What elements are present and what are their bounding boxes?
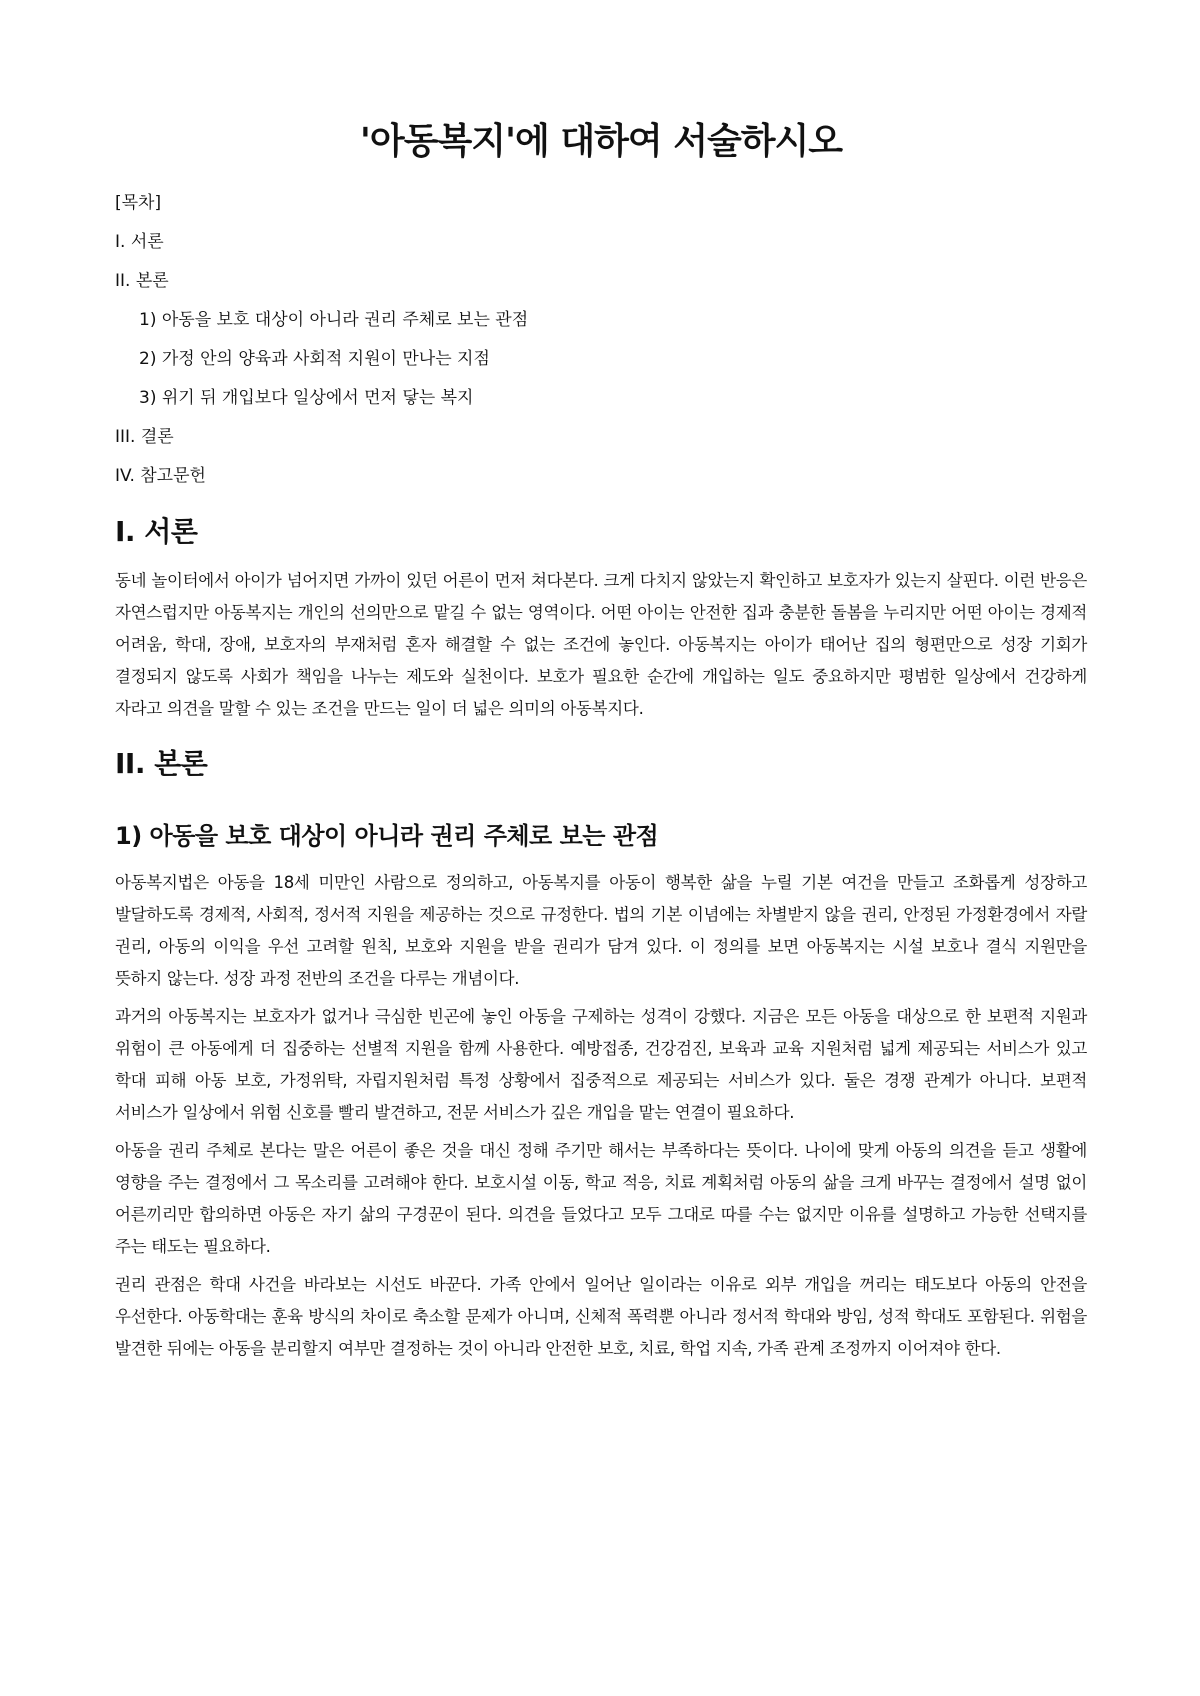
toc-item-body: II. 본론 <box>115 271 169 291</box>
toc-item-intro: I. 서론 <box>115 232 164 252</box>
body-paragraph: 권리 관점은 학대 사건을 바라보는 시선도 바꾼다. 가족 안에서 일어난 일이라는 이유로 외부 개입을 꺼리는 태도보다 아동의 안전을 우선한다. 아동학대는 훈육 방식의 차이로 축소할 문제가 아니며, 신체적 폭력뿐 아니라 정서적 학대와 방임, 성적 학대도 포함된다. 위험을 발견한 뒤에는 아동을 분리할지 여부만 결정하는 것이 아니라 안전한 보호, 치료, 학업 지속, 가족 관계 조정까지 이어져야 한다. <box>115 1275 1087 1358</box>
section-heading-intro: I. 서론 <box>115 515 198 548</box>
toc-item-conclusion: III. 결론 <box>115 427 174 447</box>
body-paragraph: 과거의 아동복지는 보호자가 없거나 극심한 빈곤에 놓인 아동을 구제하는 성격이 강했다. 지금은 모든 아동을 대상으로 한 보편적 지원과 위험이 큰 아동에게 더 집중하는 선별적 지원을 함께 사용한다. 예방접종, 건강검진, 보육과 교육 지원처럼 넓게 제공되는 서비스가 있고 학대 피해 아동 보호, 가정위탁, 자립지원처럼 특정 상황에서 집중적으로 제공되는 서비스가 있다. 둘은 경쟁 관계가 아니다. 보편적 서비스가 일상에서 위험 신호를 빨리 발견하고, 전문 서비스가 깊은 개입을 맡는 연결이 필요하다. <box>115 1007 1087 1122</box>
document-title: '아동복지'에 대하여 서술하시오 <box>359 121 843 162</box>
toc-item-body-2: 2) 가정 안의 양육과 사회적 지원이 만나는 지점 <box>139 349 490 369</box>
toc-item-body-3: 3) 위기 뒤 개입보다 일상에서 먼저 닿는 복지 <box>139 388 474 408</box>
toc-item-body-1: 1) 아동을 보호 대상이 아니라 권리 주체로 보는 관점 <box>139 310 529 330</box>
table-of-contents <box>115 192 1087 487</box>
body-paragraph: 아동복지법은 아동을 18세 미만인 사람으로 정의하고, 아동복지를 아동이 행복한 삶을 누릴 기본 여건을 만들고 조화롭게 성장하고 발달하도록 경제적, 사회적, 정서적 지원을 제공하는 것으로 규정한다. 법의 기본 이념에는 차별받지 않을 권리, 안정된 가정환경에서 자랄 권리, 아동의 이익을 우선 고려할 원칙, 보호와 지원을 받을 권리가 담겨 있다. 이 정의를 보면 아동복지는 시설 보호나 결식 지원만을 뜻하지 않는다. 성장 과정 전반의 조건을 다루는 개념이다. <box>115 873 1087 988</box>
section-heading-body: II. 본론 <box>115 747 208 780</box>
subsection-heading-rights: 1) 아동을 보호 대상이 아니라 권리 주체로 보는 관점 <box>115 822 659 850</box>
toc-heading: [목차] <box>115 193 162 213</box>
intro-paragraph: 동네 놀이터에서 아이가 넘어지면 가까이 있던 어른이 먼저 쳐다본다. 크게 다치지 않았는지 확인하고 보호자가 있는지 살핀다. 이런 반응은 자연스럽지만 아동복지는 개인의 선의만으로 맡길 수 없는 영역이다. 어떤 아이는 안전한 집과 충분한 돌봄을 누리지만 어떤 아이는 경제적 어려움, 학대, 장애, 보호자의 부재처럼 혼자 해결할 수 없는 조건에 놓인다. 아동복지는 아이가 태어난 집의 형편만으로 성장 기회가 결정되지 않도록 사회가 책임을 나누는 제도와 실천이다. 보호가 필요한 순간에 개입하는 일도 중요하지만 평범한 일상에서 건강하게 자라고 의견을 말할 수 있는 조건을 만드는 일이 더 넓은 의미의 아동복지다. <box>115 571 1087 718</box>
body-paragraph: 아동을 권리 주체로 본다는 말은 어른이 좋은 것을 대신 정해 주기만 해서는 부족하다는 뜻이다. 나이에 맞게 아동의 의견을 듣고 생활에 영향을 주는 결정에서 그 목소리를 고려해야 한다. 보호시설 이동, 학교 적응, 치료 계획처럼 아동의 삶을 크게 바꾸는 결정에서 설명 없이 어른끼리만 합의하면 아동은 자기 삶의 구경꾼이 된다. 의견을 들었다고 모두 그대로 따를 수는 없지만 이유를 설명하고 가능한 선택지를 주는 태도는 필요하다. <box>115 1141 1087 1256</box>
toc-item-references: IV. 참고문헌 <box>115 466 206 486</box>
